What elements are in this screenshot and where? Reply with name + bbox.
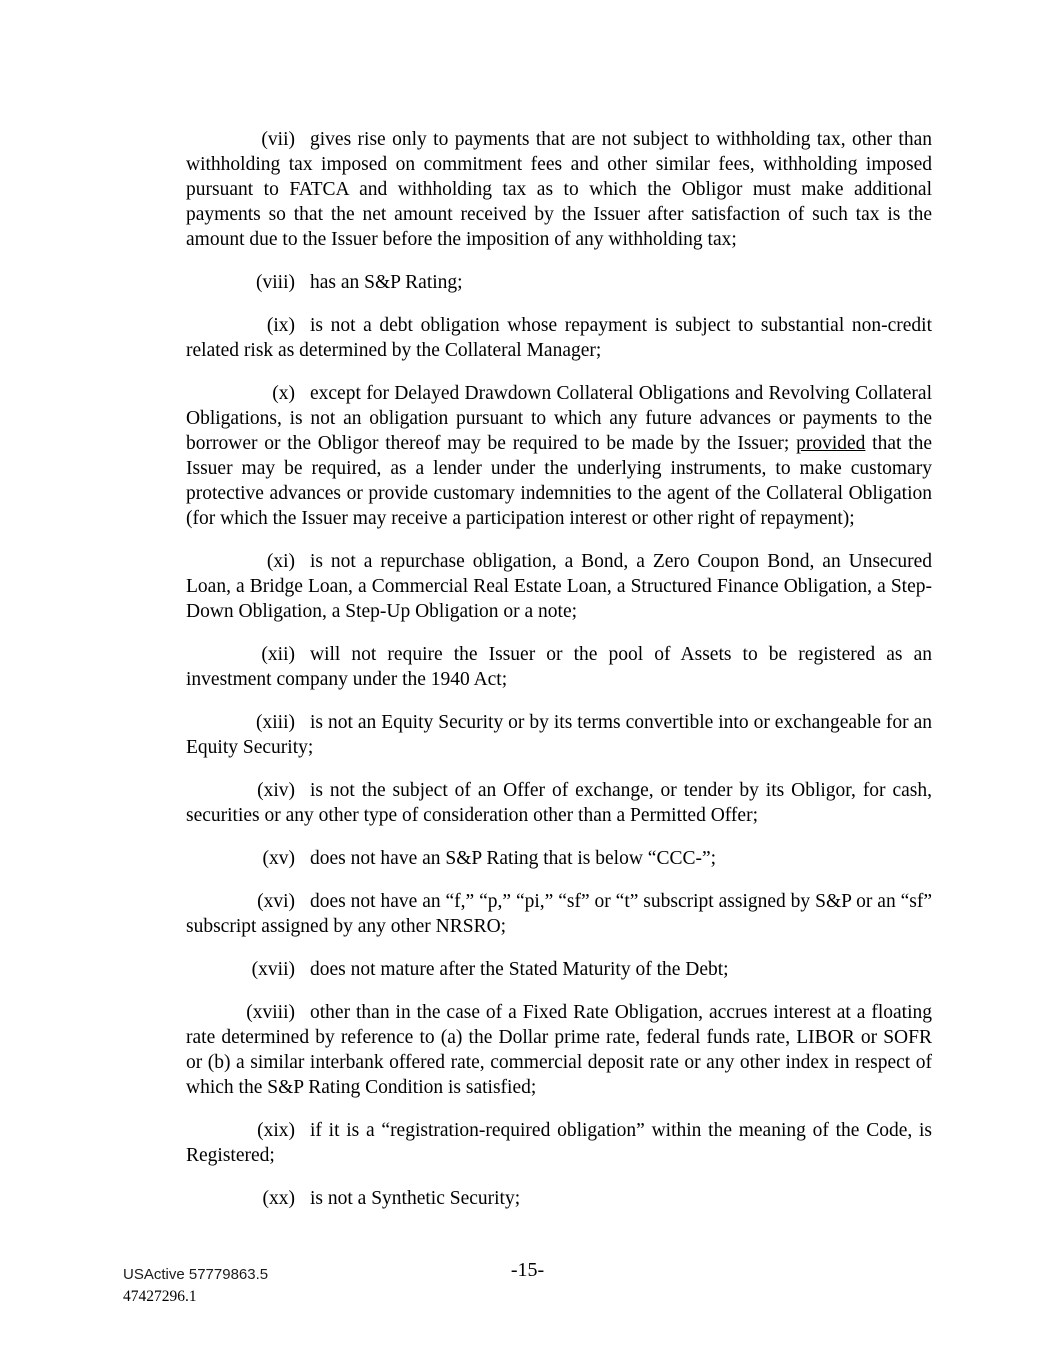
clause-text: is not a repurchase obligation, a Bond, a Zero Coupon Bond, an Unsecured Loan, a Bridge Loan, a Commercial Real Estate Loan, a Structured Finance Obligation, a Step-Down Obligation, a Step-Up Obligation or a note; [186,551,932,622]
clause-number: (xviii) [246,1002,295,1023]
clause-xi [186,549,932,624]
clause-text: other than in the case of a Fixed Rate Obligation, accrues interest at a floating rate determined by reference to (a) the Dollar prime rate, federal funds rate, LIBOR or SOFR or (b) a similar interbank offered rate, commercial deposit rate or any other index in respect of which the S&P Rating Condition is satisfied; [186,1002,932,1098]
clause-number: (xv) [262,848,295,869]
clause-text: does not have an S&P Rating that is below “CCC-”; [310,848,717,869]
clause-text [186,383,932,529]
clause-number: (xi) [266,551,295,572]
clause-text: is not a Synthetic Security; [310,1188,521,1209]
clause-ix [186,313,932,363]
footer-file-number: 47427296.1 [123,1288,197,1305]
clause-text: will not require the Issuer or the pool of Assets to be registered as an investment company under the 1940 Act; [186,644,932,690]
clauses-section [186,127,932,1229]
clause-xiii [186,710,932,760]
clause-xiv [186,778,932,828]
footer-doc-number: USActive 57779863.5 [123,1266,269,1283]
clause-x [186,381,932,531]
clause-xv [186,846,932,871]
clause-number: (xiii) [256,712,295,733]
clause-number: (viii) [256,272,295,293]
clause-number: (xvii) [251,959,295,980]
clause-number: (x) [272,383,295,404]
clause-number: (xiv) [257,780,295,801]
clause-number: (ix) [266,315,295,336]
clause-xvi [186,889,932,939]
clause-xx [186,1186,932,1211]
clause-number: (xix) [257,1120,295,1141]
clause-xviii [186,1000,932,1100]
clause-number: (xx) [262,1188,295,1209]
clause-xii [186,642,932,692]
footer-page-number: -15- [510,1259,545,1281]
underlined-term: provided [796,433,866,454]
clause-text-part: that the Issuer may be required, as a lender under the underlying instruments, to make customary protective advances or provide customary indemnities to the agent of the Collateral Obligation (for which the Issuer may receive a participation interest or other right of repayment); [186,433,932,529]
clause-text: is not the subject of an Offer of exchange, or tender by its Obligor, for cash, securities or any other type of consideration other than a Permitted Offer; [186,780,932,826]
clause-text: is not a debt obligation whose repayment is subject to substantial non-credit related risk as determined by the Collateral Manager; [186,315,932,361]
clause-viii [186,270,932,295]
clause-vii [186,127,932,252]
clause-text: gives rise only to payments that are not subject to withholding tax, other than withholding tax imposed on commitment fees and other similar fees, withholding imposed pursuant to FATCA and withholding tax as to which the Obligor must make additional payments so that the net amount received by the Issuer after satisfaction of such tax is the amount due to the Issuer before the imposition of any withholding tax; [186,129,932,250]
clause-text: does not have an “f,” “p,” “pi,” “sf” or “t” subscript assigned by S&P or an “sf” subscript assigned by any other NRSRO; [186,891,932,937]
clause-number: (vii) [261,129,295,150]
clause-xvii [186,957,932,982]
clause-text: if it is a “registration-required obligation” within the meaning of the Code, is Registered; [186,1120,932,1166]
clause-number: (xvi) [257,891,295,912]
clause-text: does not mature after the Stated Maturity of the Debt; [310,959,729,980]
clause-number: (xii) [261,644,295,665]
clause-text: is not an Equity Security or by its terms convertible into or exchangeable for an Equity Security; [186,712,932,758]
clause-text: has an S&P Rating; [310,272,463,293]
clause-text-part: except for Delayed Drawdown Collateral Obligations and Revolving Collateral Obligations, is not an obligation pursuant to which any future advances or payments to the borrower or the Obligor thereof may be required to be made by the Issuer; [186,383,932,454]
clause-xix [186,1118,932,1168]
